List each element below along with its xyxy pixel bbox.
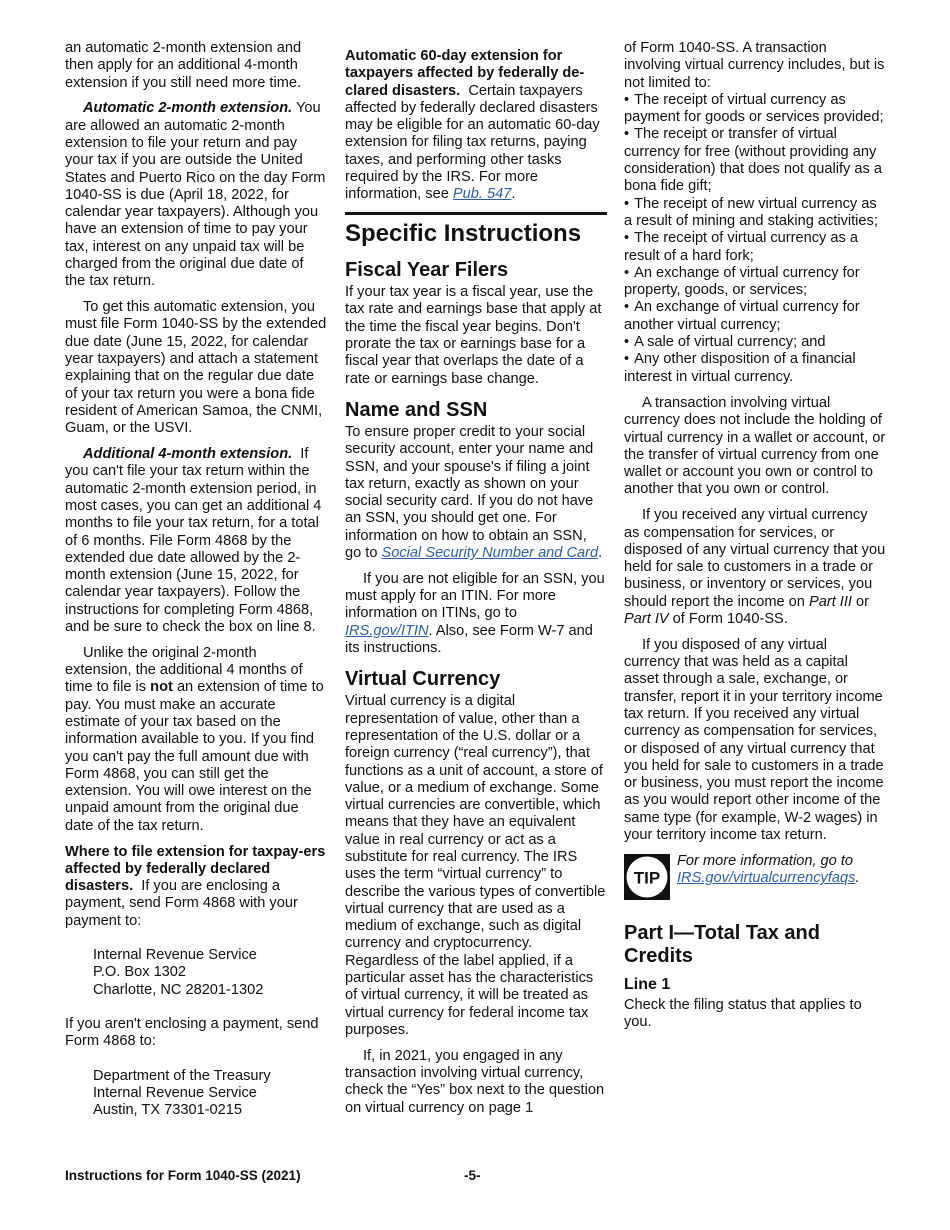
paragraph-text: You are allowed an automatic 2-month extension to file your return and pay your tax if you are outside the United States and Puerto Rico on the day Form 1040-SS is due (April 18, 2022, for calendar year taxpayers). Although you have an extension of time to pay your tax, interest on any unpaid tax will be charged from the original due date of the tax return. <box>65 100 326 290</box>
tip-label: TIP <box>633 868 661 888</box>
paragraph <box>624 507 886 628</box>
tip-text-block: For more information, go to IRS.gov/virtualcurrencyfaqs. <box>677 852 860 887</box>
paragraph <box>65 40 327 92</box>
paragraph-text: . Also, see Form W-7 and its instructions. <box>345 622 593 657</box>
paragraph-text: Check the filing status that applies to you. <box>624 996 862 1031</box>
paragraph <box>65 446 327 636</box>
section-heading: Fiscal Year Filers <box>345 259 509 282</box>
column-middle <box>345 40 607 1125</box>
tip-text: For more information, go to <box>677 852 854 869</box>
address-line: Austin, TX 73301-0215 <box>93 1102 243 1119</box>
address-line: P.O. Box 1302 <box>93 964 187 981</box>
itin-link[interactable]: IRS.gov/ITIN <box>345 622 429 639</box>
page-number: -5- <box>464 1168 481 1183</box>
list-item: • The receipt of new virtual currency as a result of mining and staking activities; <box>624 196 886 231</box>
address-line: Internal Revenue Service <box>93 947 257 964</box>
mailing-address <box>93 1068 327 1120</box>
tip-icon <box>624 854 670 900</box>
paragraph-text: an extension of time to pay. You must make an accurate estimate of your tax based on the information available to you. If you find you can't pay the full amount due with Form 4868, you can still get the extension. You will owe interest on the unpaid amount from the original due date of the tax return. <box>65 679 324 834</box>
paragraph <box>65 1016 327 1051</box>
paragraph-text: To ensure proper credit to your social security account, enter your name and SSN, and your spouse's if filing a joint tax return, exactly as shown on your social security card. If you do not have an SSN, you should get one. For information on how to obtain an SSN, go to <box>345 423 594 562</box>
emphasis-text: Part III <box>808 593 852 610</box>
bullet-list <box>624 92 886 386</box>
list-item: • The receipt or transfer of virtual currency for free (without providing any consideration) that does not qualify as a bona fide gift; <box>624 126 886 195</box>
emphasis-text: Part IV <box>624 611 669 627</box>
paragraph <box>345 284 607 388</box>
list-item: • An exchange of virtual currency for another virtual currency; <box>624 299 886 334</box>
virtual-currency-faqs-link[interactable]: IRS.gov/virtualcurrencyfaqs <box>677 870 856 887</box>
pub-547-link[interactable]: Pub. 547 <box>452 186 512 203</box>
paragraph-text: of Form 1040-SS. A transaction involving virtual currency includes, but is not limited to: <box>624 40 885 91</box>
run-in-heading: Automatic 60-day extension for taxpayers affected by federally de-clared disasters. <box>345 48 585 99</box>
run-in-heading: Where to file extension for taxpay-ers affected by federally declared disasters. <box>65 843 326 895</box>
paragraph <box>624 637 886 845</box>
list-item: • The receipt of virtual currency as payment for goods or services provided; <box>624 92 886 127</box>
paragraph-text: If your tax year is a fiscal year, use the tax rate and earnings base that apply at the time the fiscal year begins. Don't prorate the tax or earnings base for a fiscal year that overlaps the date of a rate or earnings base change. <box>345 284 602 387</box>
emphasis-text: not <box>150 679 173 696</box>
mailing-address <box>93 947 327 999</box>
section-heading: Part I—Total Tax and Credits <box>624 921 820 967</box>
section-heading: Name and SSN <box>345 398 488 421</box>
paragraph-text: or <box>856 593 870 610</box>
subsection-heading: Line 1 <box>624 975 671 993</box>
paragraph <box>65 299 327 437</box>
list-item: • The receipt of virtual currency as a result of a hard fork; <box>624 230 886 265</box>
paragraph-text: If you disposed of any virtual currency that was held as a capital asset through a sale, exchange, or transfer, report it in your territory income tax return. If you received any virtual currency as compensation for services, or disposed of any virtual currency that you held for sale to customers in a trade or business, you must report the income as you would report other income of the same type (for example, W-2 wages) in your territory income tax return. <box>624 636 884 844</box>
paragraph-text: If you aren't enclosing a payment, send Form 4868 to: <box>65 1015 319 1050</box>
run-in-heading: Additional 4-month extension. <box>83 446 293 463</box>
list-item: • Any other disposition of a financial interest in virtual currency. <box>624 351 886 386</box>
paragraph-text: Virtual currency is a digital representation of value, other than a representation of the U.S. dollar or a foreign currency (“real currency”), that functions as a unit of account, a store of value, or a medium of exchange. Some virtual currencies are convertible, which means that they have an equivalent value in real currency or act as a substitute for real currency. The IRS uses the term “virtual currency” to describe the various types of convertible virtual currency that are used as a medium of exchange, such as digital currency and cryptocurrency. Regardless of the label applied, if a particular asset has the characteristics of virtual currency, it will be treated as virtual currency for federal income tax purposes. <box>345 693 606 1038</box>
run-in-heading: Automatic 2-month extension. <box>83 100 293 117</box>
address-line: Internal Revenue Service <box>93 1084 257 1101</box>
paragraph-text: of Form 1040-SS. <box>672 611 788 627</box>
paragraph-text: A transaction involving virtual currency does not include the holding of virtual currency in a wallet or account, or the transfer of virtual currency from one wallet or account you own or control to another that you own or control. <box>624 394 886 498</box>
paragraph-text: If, in 2021, you engaged in any transaction involving virtual currency, check the “Yes” box next to the question on virtual currency on page 1 <box>345 1047 605 1116</box>
paragraph <box>65 844 327 930</box>
paragraph-text: If you are not eligible for an SSN, you must apply for an ITIN. For more information on ITINs, go to <box>345 570 605 622</box>
paragraph-text: an automatic 2-month extension and then apply for an additional 4-month extension if you still need more time. <box>65 40 302 91</box>
list-item: • An exchange of virtual currency for property, goods, or services; <box>624 265 886 300</box>
tip-box <box>624 853 886 900</box>
ssn-card-link[interactable]: Social Security Number and Card <box>381 545 599 562</box>
paragraph: Automatic 60-day extension for taxpayers affected by federally de-clared disasters. Certain taxpayers affected by federally declared disasters may be eligible for an automatic 60-day extension for filing tax returns, paying taxes, and performing other tasks required by the IRS. For more information, see Pub. 547. <box>345 48 600 203</box>
column-left <box>65 40 327 1136</box>
footer-title: Instructions for Form 1040-SS (2021) <box>65 1168 301 1183</box>
paragraph-text: To get this automatic extension, you must file Form 1040-SS by the extended due date (June 15, 2022, for calendar year taxpayers) and attach a statement explaining that on the regular due date of your tax return you were a bona fide resident of American Samoa, the CNMI, Guam, or the USVI. <box>65 299 327 437</box>
paragraph <box>624 997 886 1032</box>
address-line: Charlotte, NC 28201-1302 <box>93 981 264 998</box>
paragraph-text: Certain taxpayers affected by federally declared disasters may be eligible for an automatic 60-day extension for filing tax returns, paying taxes, and performing other tasks required by the IRS. For more information, see <box>345 82 600 203</box>
section-title: Specific Instructions <box>345 212 607 248</box>
list-item: • A sale of virtual currency; and <box>624 334 886 351</box>
paragraph-text: Unlike the original 2-month extension, the additional 4 months of time to file is <box>65 644 303 696</box>
paragraph-text: If you received any virtual currency as compensation for services, or disposed of any virtual currency that you held for sale to customers in a trade or business, or inventory or services, you should report the income on <box>624 507 886 610</box>
paragraph <box>65 100 327 290</box>
paragraph <box>65 645 327 835</box>
paragraph <box>624 395 886 499</box>
paragraph-text: If you are enclosing a payment, send Form 4868 with your payment to: <box>65 878 298 929</box>
paragraph <box>345 571 607 657</box>
paragraph: To ensure proper credit to your social security account, enter your name and SSN, and your spouse's if filing a joint tax return, exactly as shown on your social security card. If you do not have an SSN, you should get one. For information on how to obtain an SSN, go to Social Security Number and Card. <box>345 423 603 562</box>
address-line: Department of the Treasury <box>93 1067 271 1084</box>
paragraph <box>345 693 607 1039</box>
section-heading: Virtual Currency <box>345 668 501 691</box>
paragraph <box>345 1048 607 1117</box>
column-right <box>624 40 886 1040</box>
paragraph-text: If you can't file your tax return within the automatic 2-month extension period, in most cases, you can get an additional 4 months to file your tax return, for a total of 6 months. File Form 4868 by the extended due date allowed by the 2-month extension (June 15, 2022, for calendar year taxpayers). Follow the instructions for completing Form 4868, and be sure to check the box on line 8. <box>65 446 322 635</box>
